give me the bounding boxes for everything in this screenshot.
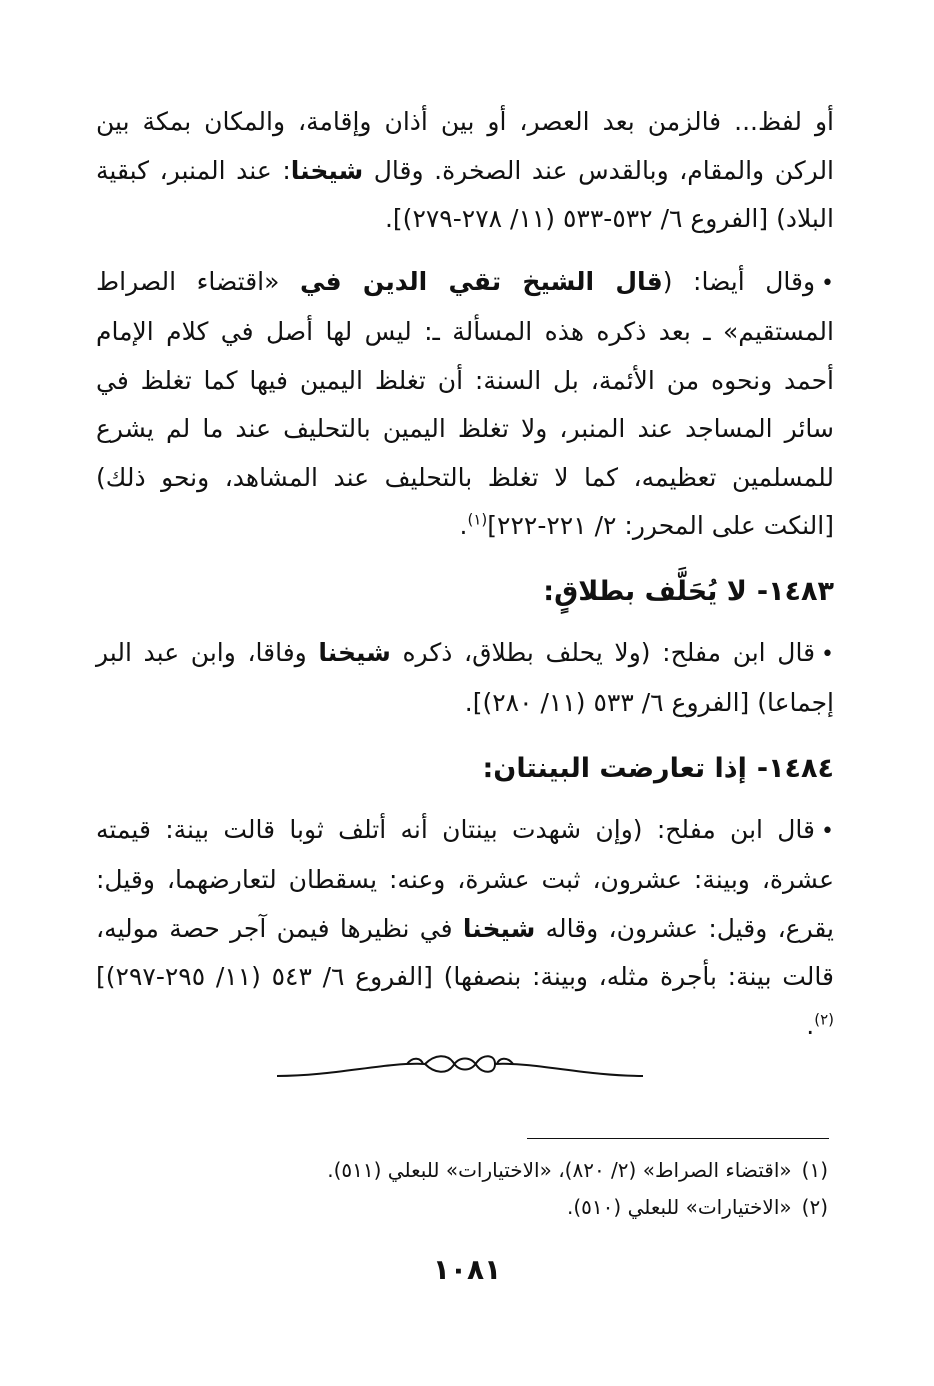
- paragraph-text: وقال أيضا: (: [662, 266, 816, 296]
- bullet-icon: •: [821, 818, 834, 844]
- paragraph-text: أو لفظ... فالزمن بعد العصر، أو بين أذان وإقامة، والمكان بمكة بين الركن والمقام، وبالقدس عند الصخرة. وقال: [96, 107, 835, 185]
- paragraph-text: .: [806, 1010, 815, 1040]
- paragraph-text: «اقتضاء الصراط المستقيم» ـ بعد ذكره هذه المسألة ـ: ليس لها أصل في كلام الإمام أحمد ونحوه من الأئمة، بل السنة: أن تغلظ اليمين فيها كما تغلظ في سائر المساجد عند المنبر، ولا تغلظ اليمين بالتحليف عند ما لم يشرع للمسلمين تعظيمه، كما لا تغلظ بالتحليف عند المشاهد، ونحو ذلك) [النكت على المحرر: ٢/ ٢٢١-٢٢٢]: [96, 266, 834, 540]
- paragraph-text: قال ابن مفلح: (وإن شهدت بينتان أنه أتلف ثوبا قالت بينة: قيمته عشرة، وبينة: عشرون، ثبت عشرة، وعنه: يسقطان لتعارضهما، وقيل: يقرع، وقيل: عشرون، وقاله: [96, 814, 834, 943]
- paragraph-text: في نظيرها فيمن آجر حصة موليه، قالت بينة: بأجرة مثله، وبينة: بنصفها) [الفروع ٦/ ٥٤٣ (١١/ ٢٩٥-٢٩٧)]: [96, 913, 834, 991]
- bullet-icon: •: [821, 641, 835, 667]
- section-title: لا يُحَلَّف بطلاقٍ:: [543, 575, 747, 607]
- bold-term: شيخنا: [290, 155, 364, 185]
- paragraph-text: قال ابن مفلح: (ولا يحلف بطلاق، ذكره: [390, 637, 816, 667]
- footnotes: [240, 1152, 828, 1226]
- paragraph-text: وفاقا، وابن عبد البر إجماعا) [الفروع ٦/ ٥٣٣ (١١/ ٢٨٠)].: [96, 637, 834, 717]
- footnote-number: (١): [801, 1158, 828, 1182]
- main-text: [96, 98, 834, 1050]
- page-number: ١٠٨١: [432, 1253, 502, 1286]
- paragraph-bayyinatan: [96, 806, 834, 1051]
- paragraph-talaq: [96, 629, 834, 728]
- section-title: إذا تعارضت البينتان:: [482, 752, 747, 784]
- footnote-text: «اقتضاء الصراط» (٢/ ٨٢٠)، «الاختيارات» للبعلي (٥١١).: [327, 1158, 792, 1182]
- footnote-number: (٢): [801, 1195, 828, 1219]
- section-heading-1483: [96, 567, 834, 617]
- bold-term: شيخنا: [318, 637, 391, 667]
- ornament-divider-icon: [275, 1050, 645, 1090]
- bullet-icon: •: [821, 270, 835, 296]
- footnote-ref[interactable]: (٢): [814, 1010, 834, 1029]
- footnote-text: «الاختيارات» للبعلي (٥١٠).: [567, 1195, 792, 1219]
- section-number: ١٤٨٣-: [756, 575, 834, 607]
- bold-term: قال الشيخ تقي الدين في: [299, 266, 663, 296]
- section-number: ١٤٨٤-: [756, 752, 834, 784]
- footnote-item: [240, 1189, 828, 1226]
- bold-term: شيخنا: [462, 913, 536, 943]
- footnote-separator: [527, 1138, 829, 1139]
- paragraph-text: : عند المنبر، كبقية البلاد) [الفروع ٦/ ٥٣٢-٥٣٣ (١١/ ٢٧٨-٢٧٩)].: [96, 155, 834, 233]
- paragraph-continuation: [96, 98, 834, 244]
- paragraph-text: .: [459, 511, 468, 540]
- footnote-ref[interactable]: (١): [467, 510, 488, 529]
- paragraph-quote-iqtida: [96, 258, 834, 551]
- footnote-item: [240, 1152, 828, 1189]
- section-heading-1484: [96, 744, 834, 794]
